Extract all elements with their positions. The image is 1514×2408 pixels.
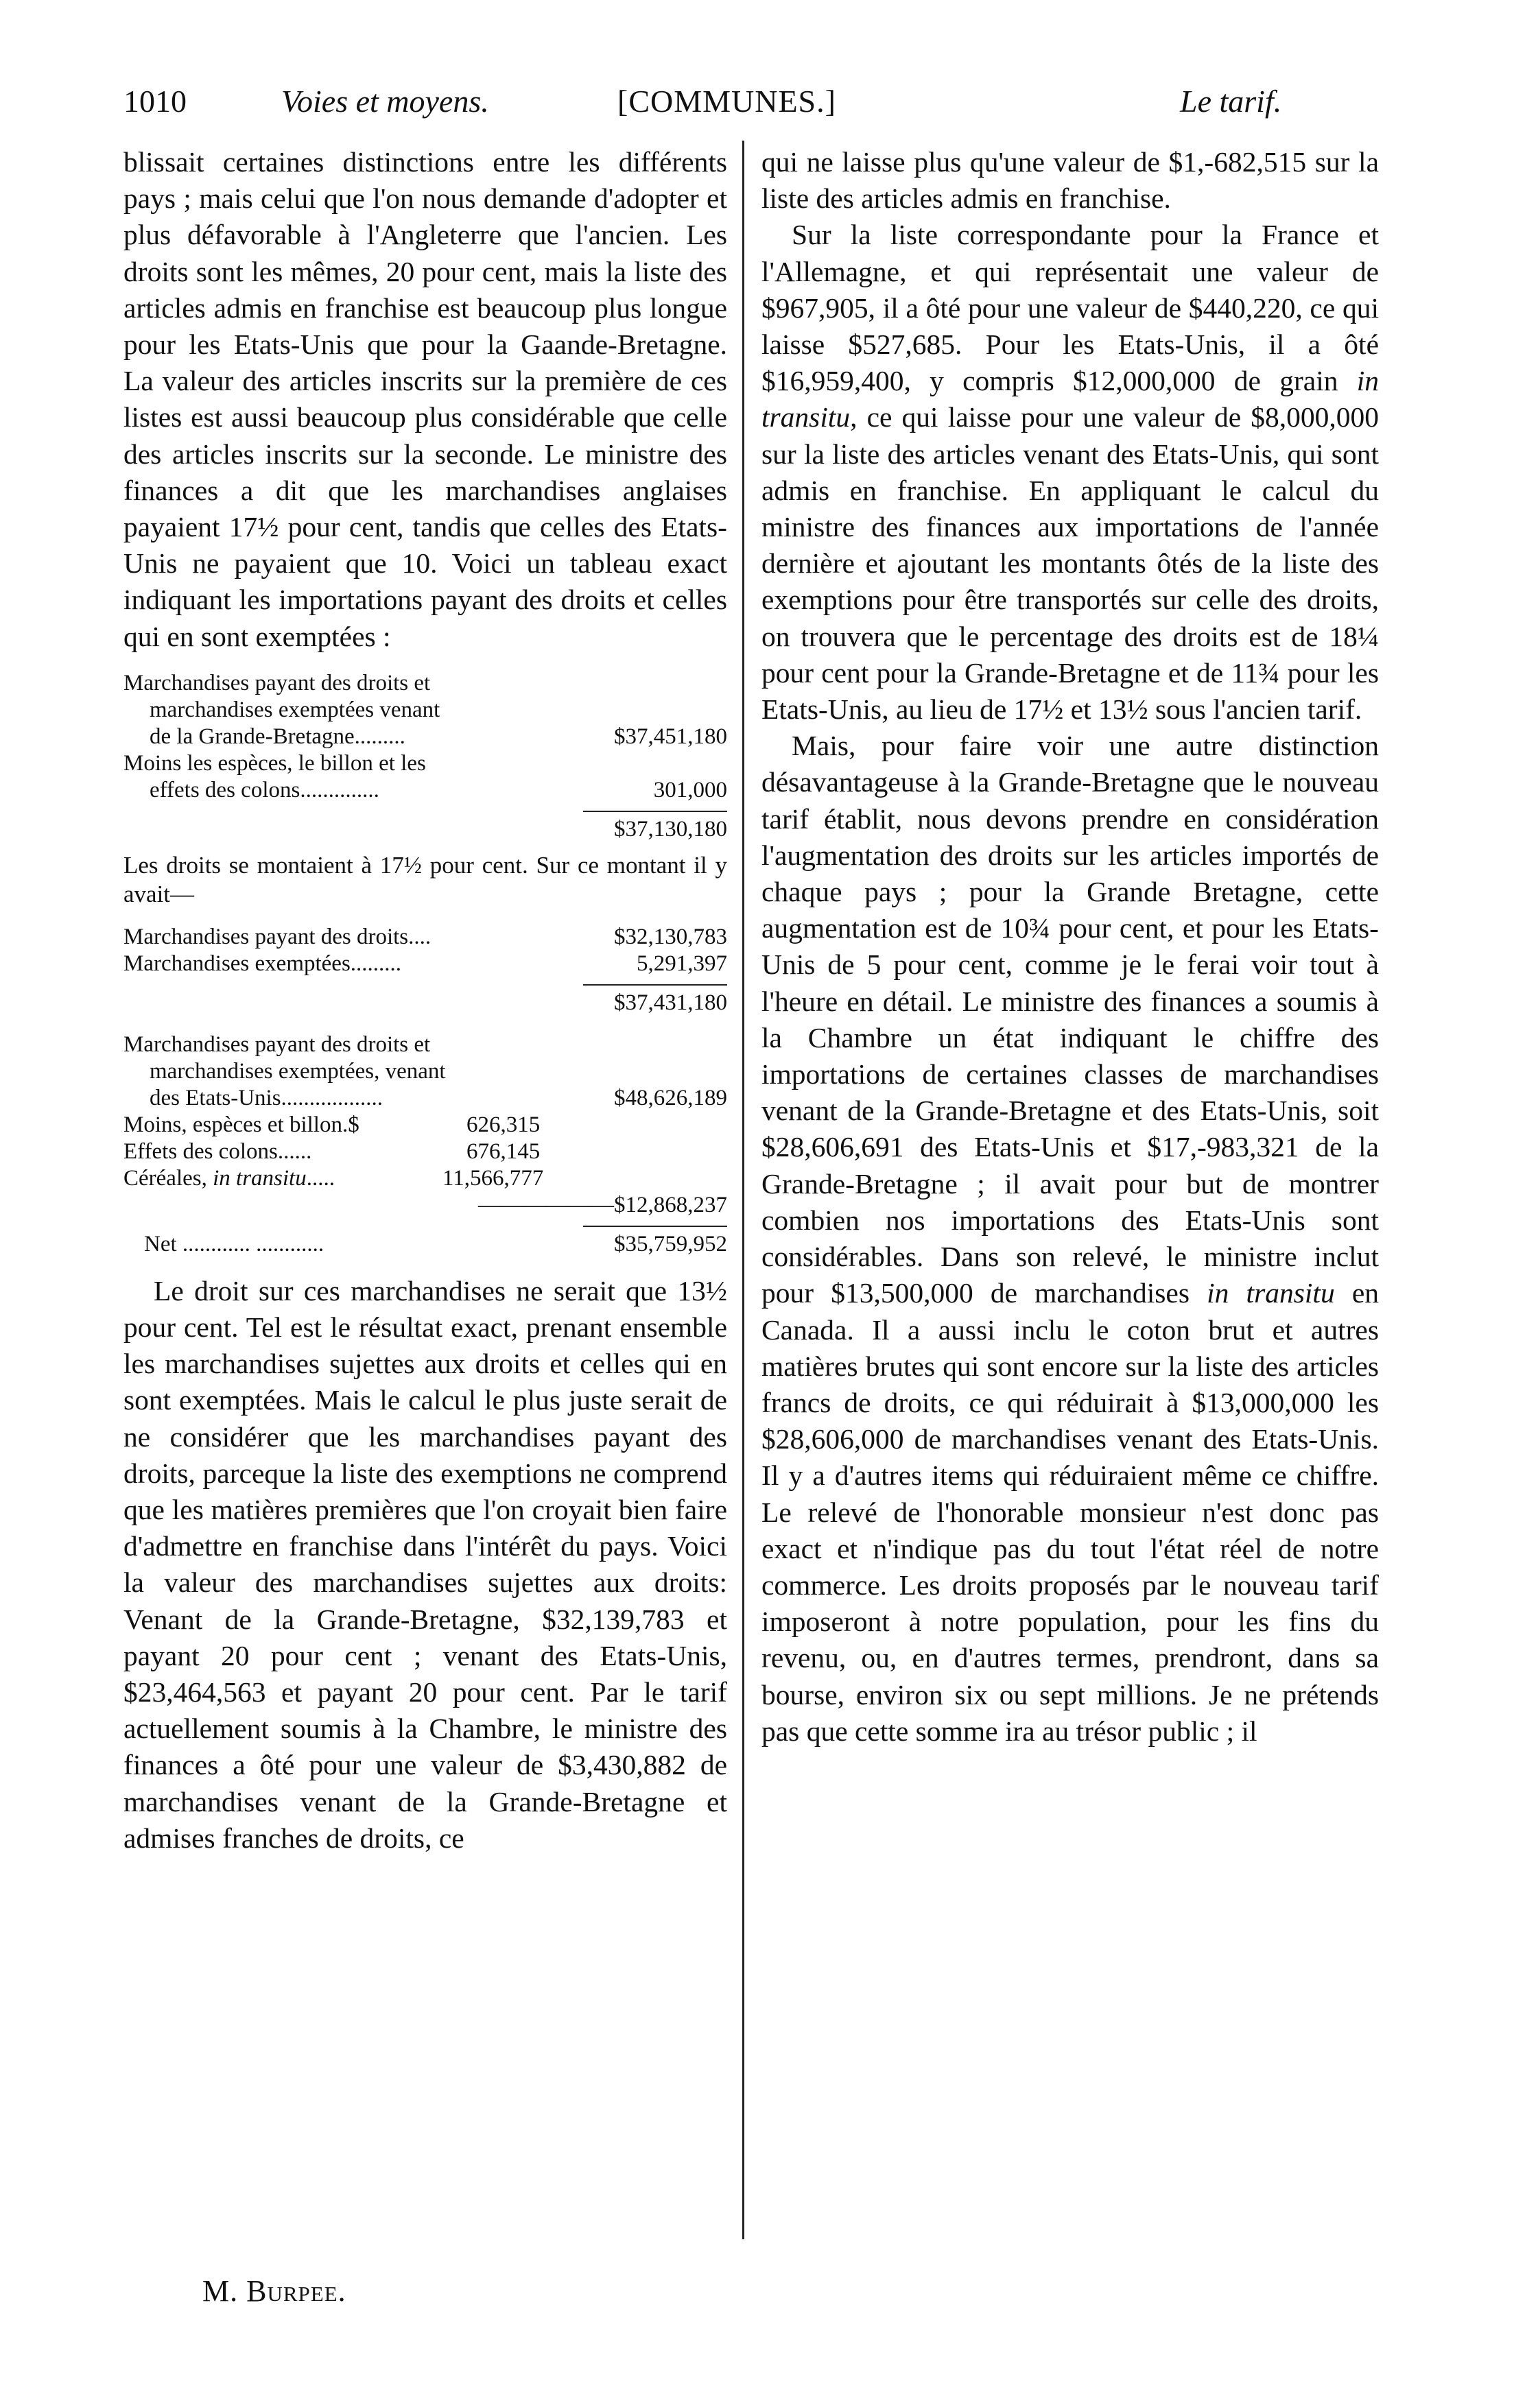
paragraph: Le droit sur ces marchandises ne serait que 13½ pour cent. Tel est le résultat exact, prenant ensemble les marchandises sujettes aux droits et celles qui en sont exemptées. Mais le calcul le plus juste serait de ne considérer que les marchandises payant des droits, parceque la liste des exemptions ne comprend que les matières premières que l'on croyait bien faire d'admettre en franchise dans l'intérêt du pays. Voici la valeur des marchandises sujettes aux droits: Venant de la Grande-Bretagne, $32,139,783 et payant 20 pour cent ; venant des Etats-Unis, $23,464,563 et payant 20 pour cent. Par le tarif actuellement soumis à la Chambre, le ministre des finances a ôté pour une valeur de $3,430,882 de marchandises venant de la Grande-Bretagne et admises franches de droits, ce	[123, 1274, 727, 1854]
table-label: Effets des colons......	[123, 1139, 312, 1164]
sum-rule	[583, 984, 727, 986]
table-label: Marchandises payant des droits et	[123, 670, 431, 695]
table-label: Marchandises exemptées.........	[123, 951, 402, 976]
table-subvalue: 626,315	[466, 1112, 541, 1137]
column-divider	[742, 141, 744, 2239]
running-title-left: Voies et moyens.	[281, 84, 489, 119]
duty-breakdown-table	[123, 924, 727, 1016]
right-column	[761, 144, 1379, 1750]
table-label: Moins les espèces, le billon et les	[123, 750, 426, 776]
table-label: Marchandises payant des droits....	[123, 924, 431, 949]
table-total: $37,431,180	[614, 990, 727, 1015]
table-total: $35,759,952	[614, 1231, 727, 1256]
page-header	[123, 81, 1413, 129]
table-label: Céréales, in transitu.....	[123, 1165, 335, 1191]
table-subvalue: 11,566,777	[442, 1165, 544, 1191]
table-label: Marchandises payant des droits et	[123, 1032, 431, 1057]
paragraph: qui ne laisse plus qu'une valeur de $1,-682,515 sur la liste des articles admis en franchise.	[761, 146, 1379, 215]
paragraph: Mais, pour faire voir une autre distinction désavantageuse à la Grande-Bretagne que le nouveau tarif établit, nous devons prendre en considération l'augmentation des droits sur les articles importés de chaque pays ; pour la Grande Bretagne, cette augmentation est de 10¾ pour cent, et pour les Etats-Unis de 5 pour cent, comme je le ferai voir tout à l'heure en détail. Le ministre des finances a soumis à la Chambre un état indiquant le chiffre des importations de certaines classes de marchandises venant de la Grande-Bretagne et des Etats-Unis, soit $28,606,691 des Etats-Unis et $17,-983,321 de la Grande-Bretagne ; il avait pour but de montrer combien nos importations des Etats-Unis sont considérables. Dans son relevé, le ministre inclut pour $13,500,000 de marchandises in transitu en Canada. Il a aussi inclu le coton brut et autres matières brutes qui sont encore sur la liste des articles francs de droits, ce qui réduirait à $13,000,000 les $28,606,000 de marchandises venant des Etats-Unis. Il y a d'autres items qui réduiraient même ce chiffre. Le relevé de l'honorable monsieur n'est donc pas exact et n'indique pas du tout l'état réel de notre commerce. Les droits proposés par le nouveau tarif imposeront à notre population, pour les fins du revenu, ou, en d'autres termes, prendront, dans sa bourse, environ six ou sept millions. Je ne prétends pas que cette somme ira au trésor public ; il	[761, 730, 1380, 1747]
table-label: des Etats-Unis..................	[150, 1085, 383, 1110]
table-label: Moins, espèces et billon.$	[123, 1112, 359, 1137]
table-label: marchandises exemptées, venant	[150, 1058, 446, 1084]
left-column	[123, 144, 727, 1857]
table-label: effets des colons..............	[150, 777, 379, 802]
table-value: 301,000	[653, 777, 727, 802]
table-value: $32,130,783	[614, 924, 727, 949]
sum-rule	[583, 1226, 727, 1227]
import-table-great-britain	[123, 670, 727, 843]
speaker-signature: M. Burpee.	[202, 2274, 346, 2308]
table-value: 5,291,397	[637, 951, 727, 976]
table-value: $48,626,189	[614, 1085, 727, 1110]
import-table-united-states	[123, 1032, 727, 1258]
table-value: ——————$12,868,237	[478, 1192, 727, 1217]
table-total: $37,130,180	[614, 816, 727, 842]
table-label: Net ............ ............	[144, 1231, 324, 1256]
running-title-center: [COMMUNES.]	[617, 84, 836, 119]
running-title-right: Le tarif.	[1180, 84, 1282, 119]
page-number: 1010	[123, 84, 187, 119]
table-label: marchandises exemptées venant	[150, 697, 440, 722]
paragraph: Sur la liste correspondante pour la France et l'Allemagne, et qui représentait une valeur de $967,905, il a ôté pour une valeur de $440,220, ce qui laisse $527,685. Pour les Etats-Unis, il a ôté $16,959,400, y compris $12,000,000 de grain in transitu, ce qui laisse pour une valeur de $8,000,000 sur la liste des articles venant des Etats-Unis, qui sont admis en franchise. En appliquant le calcul du ministre des finances aux importations de l'année dernière et ajoutant les montants ôtés de la liste des exemptions pour être transportés sur celle des droits, on trouvera que le percentage des droits est de 18¼ pour cent pour la Grande-Bretagne et de 11¾ pour les Etats-Unis, au lieu de 17½ et 13½ sous l'ancien tarif.	[761, 219, 1379, 726]
table-label: de la Grande-Bretagne.........	[150, 724, 405, 749]
table-value: $37,451,180	[614, 724, 727, 749]
table-subvalue: 676,145	[466, 1139, 541, 1164]
sum-rule	[583, 811, 727, 812]
table-note: Les droits se montaient à 17½ pour cent. Sur ce montant il y avait—	[123, 851, 727, 907]
paragraph: blissait certaines distinctions entre les différents pays ; mais celui que l'on nous demande d'adopter et plus défavorable à l'Angleterre que l'ancien. Les droits sont les mêmes, 20 pour cent, mais la liste des articles admis en franchise est beaucoup plus longue pour les Etats-Unis que pour la Gaande-Bretagne. La valeur des articles inscrits sur la première de ces listes est aussi beaucoup plus considérable que celle des articles inscrits sur la seconde. Le ministre des finances a dit que les marchandises anglaises payaient 17½ pour cent, tandis que celles des Etats-Unis ne payaient que 10. Voici un tableau exact indiquant les importations payant des droits et celles qui en sont exemptées :	[123, 146, 727, 652]
